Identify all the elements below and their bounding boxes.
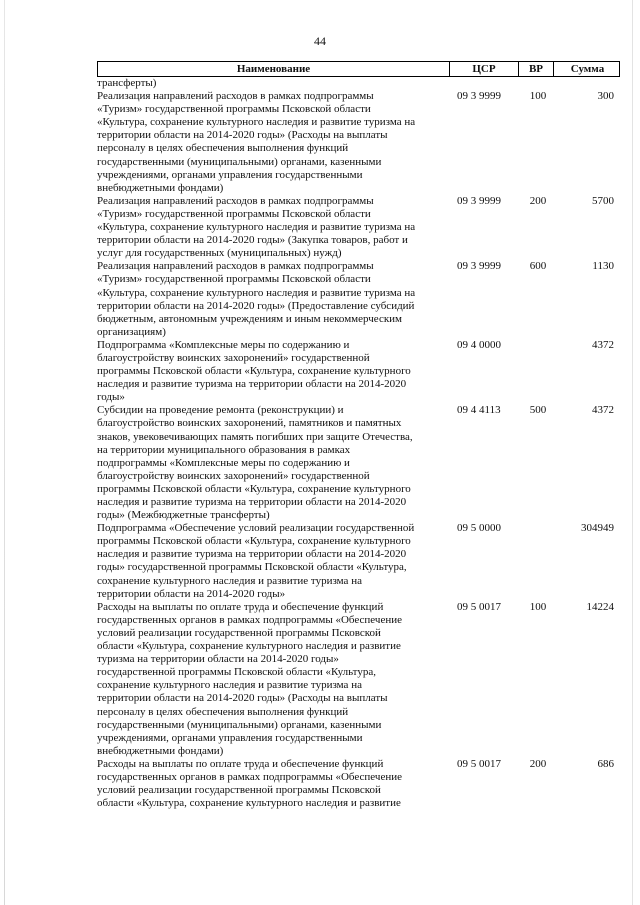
row-name: Реализация направлений расходов в рамках подпрограммы «Туризм» государственной программы Псковской области «Культура, сохранение культурного наследия и развитие туризма на территории области на 2014-2020 годы» (Предоставление субсидий бюджетным, автономным учреждениям и иным некоммерческим организациям) (97, 260, 416, 338)
table-row (97, 601, 620, 758)
row-sum: 14224 (586, 600, 614, 613)
header-sum: Сумма (570, 63, 605, 75)
row-name: Подпрограмма «Обеспечение условий реализации государственной программы Псковской области «Культура, сохранение культурного наследия и развитие туризма на территории области на 2014-2020 годы» государственной программы Псковской области «Культура, сохранение культурного наследия и развитие туризма на территории области на 2014-2020 годы» (97, 522, 415, 600)
row-csr: 09 5 0017 (457, 757, 501, 770)
table-row (97, 404, 620, 522)
row-vr: 500 (529, 404, 547, 417)
row-sum: 304949 (581, 522, 614, 535)
header-name: Наименование (236, 63, 311, 75)
table-row (97, 758, 620, 810)
scan-edge-right (632, 0, 633, 905)
row-name: Расходы на выплаты по оплате труда и обеспечение функций государственных органов в рамках подпрограммы «Обеспечение условий реализации государственной программы Псковской области «Культура, сохранение культурного наследия и развитие (97, 757, 402, 810)
row-name: Подпрограмма «Комплексные меры по содержанию и благоустройству воинских захоронений» государственной программы Псковской области «Культура, сохранение культурного наследия и развитие туризма на территории области на 2014-2020 годы» (97, 338, 411, 404)
row-sum: 5700 (592, 194, 614, 207)
row-csr: 09 5 0000 (457, 522, 501, 535)
scan-edge-left (4, 0, 5, 905)
row-vr: 600 (529, 260, 547, 273)
row-csr: 09 4 0000 (457, 338, 501, 351)
row-vr: 100 (529, 600, 547, 613)
table-body (97, 77, 620, 810)
table-row (97, 90, 620, 195)
row-csr: 09 3 9999 (457, 90, 501, 103)
page-number: 44 (314, 34, 326, 48)
table-row (97, 260, 620, 339)
row-csr: 09 3 9999 (457, 260, 501, 273)
row-vr: 200 (529, 757, 547, 770)
row-csr: 09 3 9999 (457, 194, 501, 207)
row-name: Реализация направлений расходов в рамках подпрограммы «Туризм» государственной программы Псковской области «Культура, сохранение культурного наследия и развитие туризма на территории области на 2014-2020 годы» (Расходы на выплаты персоналу в целях обеспечения выполнения функций государственными (муниципальными) органами, казенными учреждениями, органами управления государственными внебюджетными фондами) (97, 90, 416, 194)
table-row (97, 195, 620, 260)
row-sum: 4372 (592, 338, 614, 351)
row-name: трансферты) (97, 77, 157, 89)
row-vr: 200 (529, 194, 547, 207)
row-sum: 300 (597, 90, 614, 103)
table-row (97, 77, 620, 90)
row-sum: 1130 (592, 260, 614, 273)
header-csr: ЦСР (472, 63, 496, 75)
row-sum: 686 (597, 757, 614, 770)
table-row (97, 339, 620, 404)
row-name: Расходы на выплаты по оплате труда и обеспечение функций государственных органов в рамках подпрограммы «Обеспечение условий реализации государственной программы Псковской области «Культура, сохранение культурного наследия и развитие туризма на территории области на 2014-2020 годы» государственной программы Псковской области «Культура, сохранение культурного наследия и развитие туризма на территории области на 2014-2020 годы» (Расходы на выплаты персоналу в целях обеспечения выполнения функций государственными (муниципальными) органами, казенными учреждениями, органами управления государственными внебюджетными фондами) (97, 600, 402, 757)
table-header (97, 61, 620, 77)
row-vr: 100 (529, 90, 547, 103)
row-sum: 4372 (592, 404, 614, 417)
budget-table (97, 61, 620, 810)
table-row (97, 522, 620, 601)
row-csr: 09 4 4113 (457, 404, 501, 417)
header-vr: ВР (528, 63, 544, 75)
row-csr: 09 5 0017 (457, 600, 501, 613)
row-name: Субсидии на проведение ремонта (реконструкции) и благоустройство воинских захоронений, памятников и памятных знаков, увековечивающих память погибших при защите Отечества, на территории муниципального образования в рамках подпрограммы «Комплексные меры по содержанию и благоустройству воинских захоронений» государственной программы Псковской области «Культура, сохранение культурного наследия и развитие туризма на территории области на 2014-2020 годы» (Межбюджетные трансферты) (97, 404, 413, 522)
row-name: Реализация направлений расходов в рамках подпрограммы «Туризм» государственной программы Псковской области «Культура, сохранение культурного наследия и развитие туризма на территории области на 2014-2020 годы» (Закупка товаров, работ и услуг для государственных (муниципальных) нужд) (97, 194, 416, 260)
